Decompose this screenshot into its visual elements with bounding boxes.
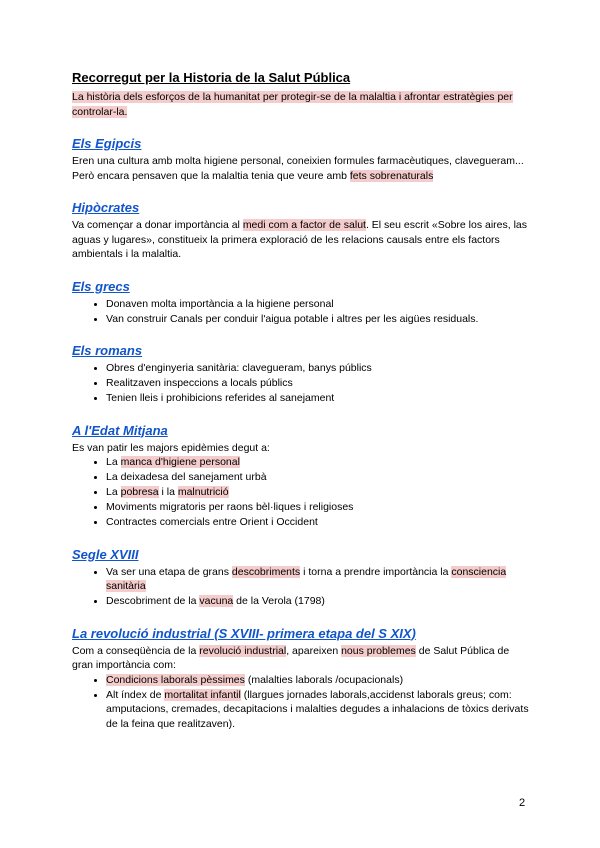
document-title: Recorregut per la Historia de la Salut Pública — [72, 70, 351, 85]
grecs-list — [72, 297, 532, 327]
list-item: • La deixadesa del sanejament urbà — [106, 470, 532, 485]
list-item: • Contractes comercials entre Orient i Occident — [106, 515, 532, 530]
page-number: 2 — [519, 797, 526, 809]
heading-revolucio-industrial[interactable]: La revolució industrial (S XVIII- primera etapa del S XIX) — [72, 625, 416, 641]
item-text: i torna a prendre importància la — [300, 565, 452, 578]
mitjana-list — [72, 455, 532, 530]
list-item: • Moviments migratoris per raons bèl·liques i religioses — [106, 500, 532, 515]
heading-segle-xviii[interactable]: Segle XVIII — [72, 546, 139, 562]
item-text: Va ser una etapa de grans — [106, 565, 232, 578]
item-highlight: pobresa — [120, 486, 159, 498]
item-text: (malalties laborals /ocupacionals) — [244, 673, 404, 686]
egipcis-text: Eren una cultura amb molta higiene personal, coneixien formules farmacèutiques, clavegueram... Però encara pensaven que la malaltia tenia que veure amb — [72, 155, 524, 182]
revolucio-text-2: , apareixen — [286, 644, 342, 657]
egipcis-highlight: fets sobrenaturals — [349, 169, 434, 182]
intro-highlight: La història dels esforços de la humanitat per protegir-se de la malaltia i afrontar estratègies per controlar-la. — [72, 91, 513, 118]
section-egipcis — [72, 135, 532, 183]
document-page — [72, 70, 532, 732]
hipocrates-text-2: . El seu escrit «Sobre los aires, las aguas y lugares», constitueix la primera exploració de les relacions causals entre els factors ambientals i la malaltia. — [72, 219, 528, 260]
section-grecs — [72, 278, 532, 327]
section-edat-mitjana — [72, 422, 532, 530]
item-text: i la — [158, 486, 178, 498]
section-hipocrates — [72, 199, 532, 262]
revolucio-highlight-2: nous problemes — [341, 644, 416, 657]
section-segle-xviii — [72, 546, 532, 609]
item-highlight: malnutrició — [177, 486, 229, 498]
list-item: • Van construir Canals per conduir l'aigua potable i altres per les aigües residuals. — [106, 312, 532, 327]
heading-edat-mitjana[interactable]: A l'Edat Mitjana — [72, 422, 168, 438]
revolucio-text-1: Com a conseqüència de la — [72, 644, 200, 657]
section-revolucio-industrial — [72, 625, 532, 732]
item-highlight: vacuna — [199, 595, 234, 607]
item-text: de la Verola (1798) — [233, 595, 325, 607]
section-romans — [72, 342, 532, 406]
item-text: Descobriment de la — [106, 595, 200, 607]
intro-paragraph — [72, 90, 532, 119]
hipocrates-text-1: Va començar a donar importància al — [72, 219, 243, 231]
list-item — [106, 688, 532, 732]
revolucio-paragraph — [72, 644, 532, 673]
revolucio-list — [72, 673, 532, 732]
heading-grecs[interactable]: Els grecs — [72, 278, 130, 294]
list-item: • Donaven molta importància a la higiene personal — [106, 297, 532, 312]
list-item — [106, 673, 532, 688]
item-highlight: descobriments — [231, 565, 301, 578]
list-item — [106, 455, 532, 470]
revolucio-highlight-1: revolució industrial — [199, 644, 287, 657]
hipocrates-paragraph — [72, 218, 532, 262]
list-item — [106, 594, 532, 609]
heading-hipocrates[interactable]: Hipòcrates — [72, 200, 140, 215]
item-text: La — [106, 456, 121, 468]
item-text: Alt índex de — [106, 688, 165, 701]
hipocrates-highlight: medi com a factor de salut — [242, 219, 366, 231]
segle-list — [72, 565, 532, 609]
list-item — [106, 565, 532, 594]
item-highlight: mortalitat infantil — [164, 688, 241, 701]
egipcis-paragraph — [72, 154, 532, 183]
list-item: • Obres d'enginyeria sanitària: clavegueram, banys públics — [106, 361, 532, 376]
list-item: • Realitzaven inspeccions a locals públics — [106, 376, 532, 391]
item-highlight: manca d'higiene personal — [120, 456, 240, 468]
mitjana-intro: Es van patir les majors epidèmies degut a: — [72, 441, 270, 454]
item-highlight: Condicions laborals pèssimes — [106, 673, 245, 686]
item-text: La — [106, 486, 121, 498]
item-text: (llargues jornades laborals,accidenst laborals greus; com: amputacions, cremades, decapitacions i malalties degudes a inhalacions de tòxics derivats de la feina que realitzaven). — [106, 688, 529, 730]
heading-romans[interactable]: Els romans — [72, 343, 143, 358]
item-highlight: consciencia sanitària — [106, 565, 507, 592]
heading-egipcis[interactable]: Els Egipcis — [72, 136, 142, 151]
list-item: • Tenien lleis i prohibicions referides al sanejament — [106, 391, 532, 406]
list-item — [106, 485, 532, 500]
revolucio-text-3: de Salut Pública de gran importància com: — [72, 644, 510, 671]
romans-list — [72, 361, 532, 406]
